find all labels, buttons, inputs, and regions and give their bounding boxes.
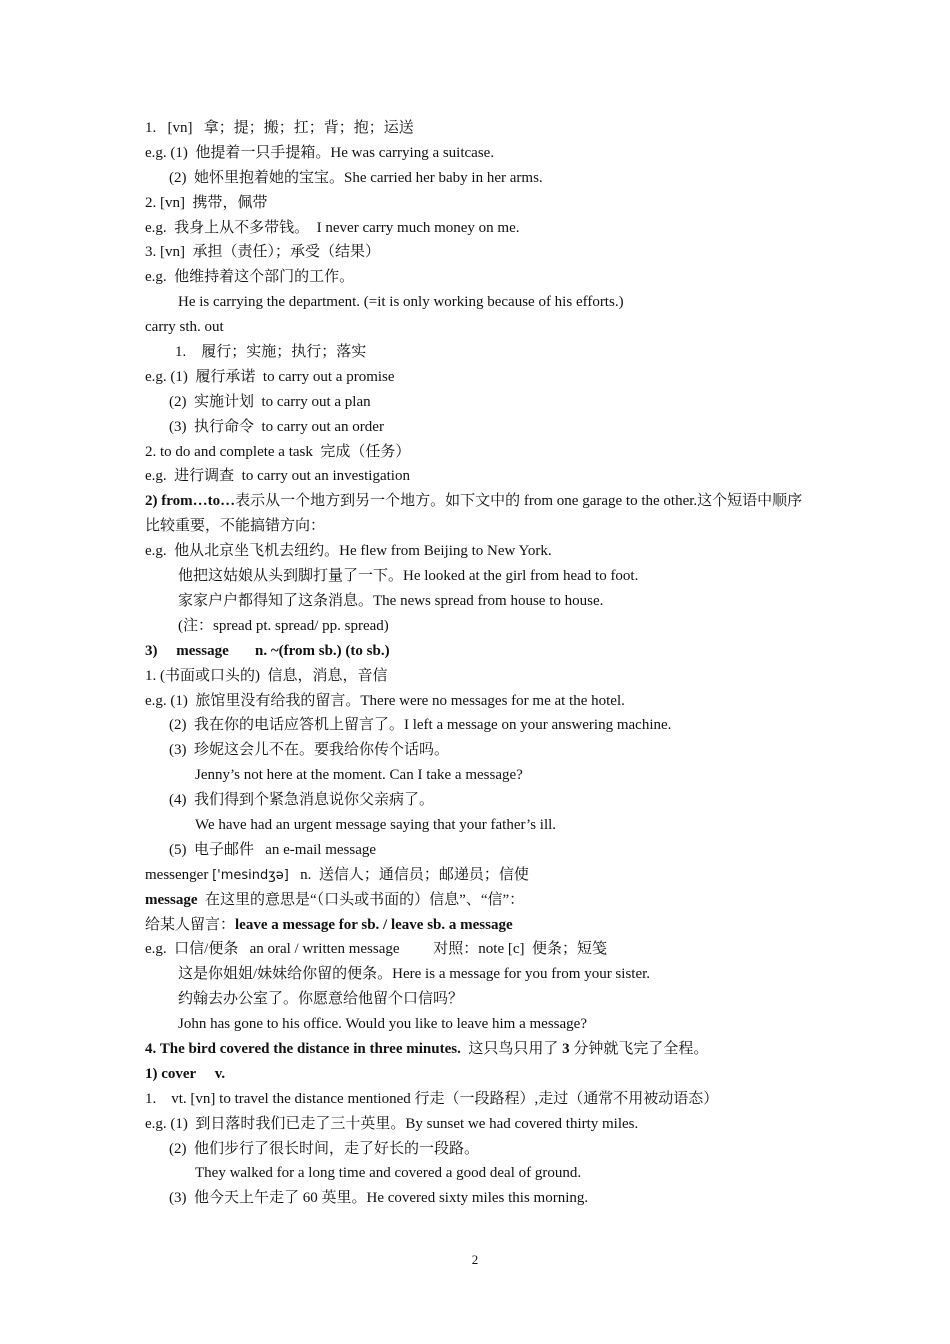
text-line: We have had an urgent message saying that your father’s ill.: [195, 816, 557, 833]
text-line: e.g. 进行调查 to carry out an investigation: [145, 468, 410, 485]
text-line: (5) 电子邮件 an e-mail message: [169, 841, 377, 858]
text-line: (2) 她怀里抱着她的宝宝。She carried her baby in her arms.: [169, 169, 543, 186]
text-line: Jenny’s not here at the moment. Can I take a message?: [195, 767, 523, 784]
text-line: e.g. (1) 履行承诺 to carry out a promise: [145, 368, 395, 385]
text-line: (3) 他今天上午走了 60 英里。He covered sixty miles this morning.: [169, 1190, 589, 1207]
text-line: 1. 履行；实施；执行；落实: [175, 344, 367, 361]
text-line: John has gone to his office. Would you like to leave him a message?: [178, 1016, 587, 1033]
text-span: 这只鸟只用了: [468, 1040, 559, 1057]
text-span: 给某人留言：: [145, 916, 236, 933]
paragraph-from-to: [145, 489, 815, 539]
text-line: 1. [vn] 拿；提；搬；扛；背；抱；运送: [145, 120, 414, 136]
text-line: 约翰去办公室了。你愿意给他留个口信吗？: [178, 991, 464, 1008]
phrase-heading: carry sth. out: [145, 319, 224, 336]
section-heading-message: 3) message n. ~(from sb.) (to sb.): [145, 642, 390, 659]
text-line: (4) 我们得到个紧急消息说你父亲病了。: [169, 792, 434, 809]
phonetic-text: ['mesindʒə]: [212, 867, 289, 883]
text-span: 在这里的意思是“（口头或书面的）信息”、“信”：: [205, 891, 525, 908]
bold-text: 3: [562, 1040, 570, 1057]
text-line: (3) 珍妮这会儿不在。要我给你传个话吗。: [169, 742, 449, 759]
section-heading-from-to: 2) from…to…: [145, 493, 236, 510]
text-span: 分钟就飞完了全程。: [573, 1040, 709, 1057]
page-number: 2: [471, 1252, 479, 1267]
text-line: They walked for a long time and covered a good deal of ground.: [195, 1165, 582, 1182]
text-line: e.g. 他维持着这个部门的工作。: [145, 269, 355, 286]
text-span: 表示从一个地方到另一个地方。如下文中的 from one garage to the other.这个短语中顺序比较重要，不能搞错方向：: [145, 493, 803, 535]
text-line: 他把这姑娘从头到脚打量了一下。He looked at the girl from head to foot.: [178, 568, 639, 585]
section-heading-cover: 1) cover v.: [145, 1065, 226, 1082]
text-line: (2) 实施计划 to carry out a plan: [169, 393, 371, 410]
text-line: 2. [vn] 携带，佩带: [145, 194, 268, 211]
text-line: (2) 我在你的电话应答机上留言了。I left a message on your answering machine.: [169, 717, 672, 734]
text-line: (2) 他们步行了很长时间，走了好长的一段路。: [169, 1140, 479, 1157]
text-line: He is carrying the department. (=it is only working because of his efforts.): [178, 294, 624, 311]
text-line: 这是你姐姐/妹妹给你留的便条。Here is a message for you from your sister.: [178, 966, 651, 983]
text-line: e.g. (1) 到日落时我们已走了三十英里。By sunset we had covered thirty miles.: [145, 1115, 639, 1132]
text-line: 3. [vn] 承担（责任）；承受（结果）: [145, 244, 380, 261]
text-line: 2. to do and complete a task 完成（任务）: [145, 443, 411, 460]
section-heading-4: [145, 1037, 815, 1062]
text-line: e.g. 他从北京坐飞机去纽约。He flew from Beijing to New York.: [145, 543, 552, 560]
text-span: messenger: [145, 866, 209, 883]
text-line: [145, 888, 815, 913]
text-line: e.g. (1) 旅馆里没有给我的留言。There were no messages for me at the hotel.: [145, 692, 625, 709]
text-line: 家家户户都得知了这条消息。The news spread from house to house.: [178, 592, 604, 609]
page-content: [145, 116, 815, 1211]
text-line: [145, 913, 815, 938]
text-line: 1. (书面或口头的) 信息，消息，音信: [145, 667, 388, 684]
text-span: n. 送信人；通信员；邮递员；信使: [300, 866, 529, 883]
text-line: e.g. 我身上从不多带钱。 I never carry much money on me.: [145, 219, 520, 236]
text-line: (注：spread pt. spread/ pp. spread): [178, 617, 389, 634]
text-line: e.g. 口信/便条 an oral / written message 对照：note [c] 便条；短笺: [145, 941, 607, 958]
text-line: e.g. (1) 他提着一只手提箱。He was carrying a suitcase.: [145, 144, 495, 161]
bold-text: message: [145, 891, 198, 908]
bold-text: 4. The bird covered the distance in three minutes.: [145, 1040, 461, 1057]
bold-text: leave a message for sb. / leave sb. a message: [235, 916, 513, 933]
text-line: [145, 863, 815, 888]
text-line: 1. vt. [vn] to travel the distance mentioned 行走（一段路程）,走过（通常不用被动语态）: [145, 1090, 719, 1107]
text-line: (3) 执行命令 to carry out an order: [169, 418, 384, 435]
